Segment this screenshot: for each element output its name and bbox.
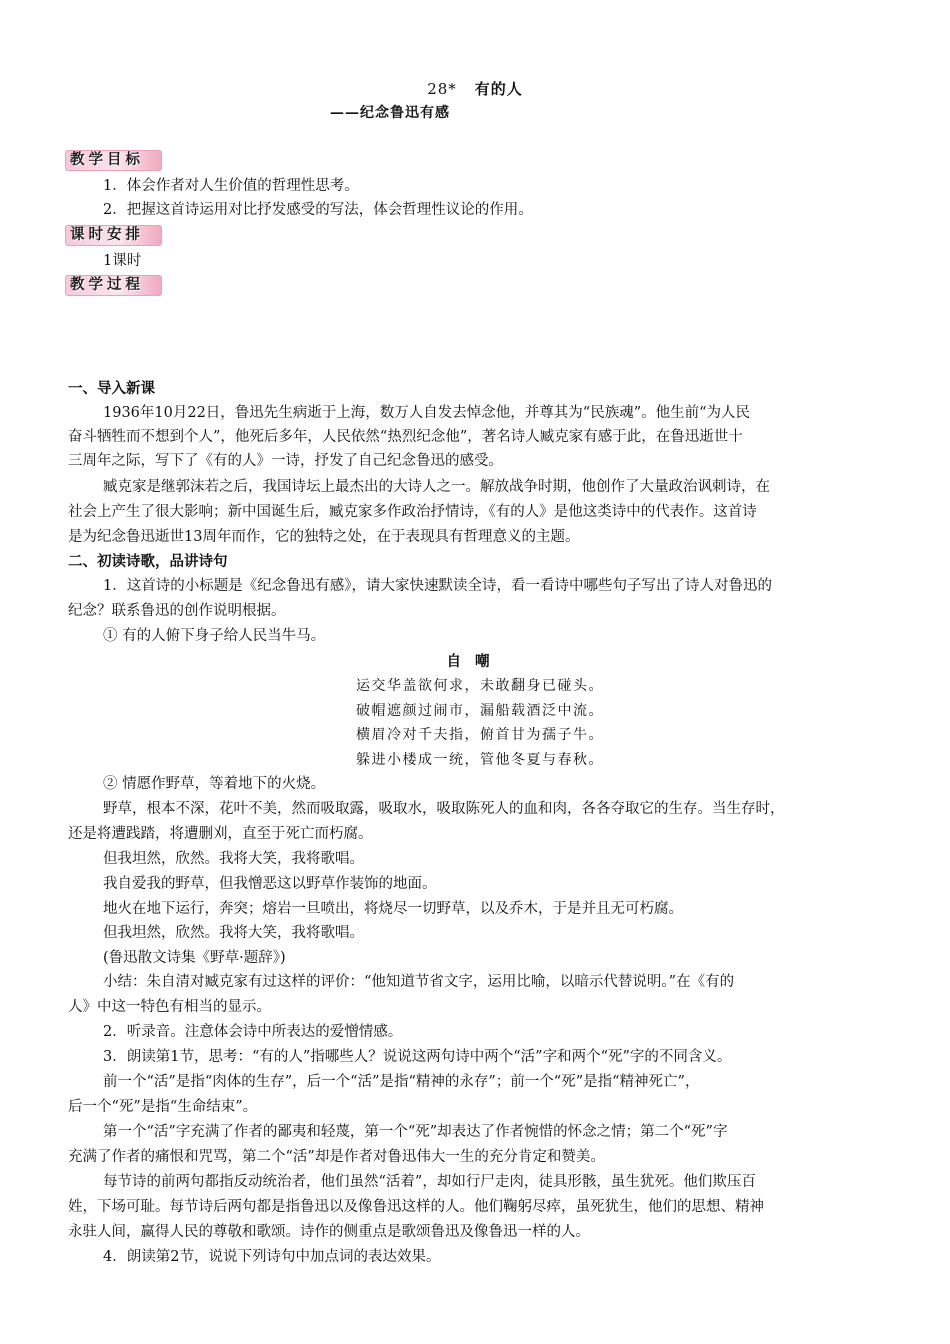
section1-line: 社会上产生了很大影响；新中国诞生后，臧克家多作政治抒情诗，《有的人》是他这类诗中的代表作。这首诗 <box>68 504 757 520</box>
answer-3-line: 前一个“活”是指“肉体的生存”，后一个“活”是指“精神的永存”；前一个“死”是指“精神死亡”， <box>103 1074 700 1090</box>
answer-3-line: 永驻人间，赢得人民的尊敬和歌颂。诗作的侧重点是歌颂鲁迅及像鲁迅一样的人。 <box>68 1224 590 1240</box>
yecao-line: 我自爱我的野草，但我憎恶这以野草作装饰的地面。 <box>103 876 437 892</box>
question-1: 1．这首诗的小标题是《纪念鲁迅有感》，请大家快速默读全诗，看一看诗中哪些句子写出了诗人对鲁迅的 <box>103 578 772 594</box>
section1-line: 是为纪念鲁迅逝世13周年而作，它的独特之处，在于表现具有哲理意义的主题。 <box>68 529 580 545</box>
lesson-title-text: 有的人 <box>474 80 523 98</box>
lesson-number: 28* <box>427 80 457 98</box>
answer-3-line: 充满了作者的痛恨和咒骂，第二个“活”却是作者对鲁迅伟大一生的充分肯定和赞美。 <box>68 1149 605 1165</box>
section1-line: 三周年之际，写下了《有的人》一诗，抒发了自己纪念鲁迅的感受。 <box>68 453 503 469</box>
yecao-line: 地火在地下运行，奔突；熔岩一旦喷出，将烧尽一切野草，以及乔木，于是并且无可朽腐。 <box>103 901 683 917</box>
question-1-cont: 纪念？联系鲁迅的创作说明根据。 <box>68 603 286 619</box>
section1-line: 奋斗牺牲而不想到个人”，他死后多年，人民依然“热烈纪念他”，著名诗人臧克家有感于此，在鲁迅逝世十 <box>68 429 743 445</box>
lesson-subtitle: ——纪念鲁迅有感 <box>330 105 450 121</box>
item-2: ② 情愿作野草，等着地下的火烧。 <box>103 776 326 792</box>
poem-line: 横眉冷对千夫指，俯首甘为孺子牛。 <box>356 727 604 743</box>
answer-3-line: 姓，下场可耻。每节诗后两句都是指鲁迅以及像鲁迅这样的人。他们鞠躬尽瘁，虽死犹生，他们的思想、精神 <box>68 1199 764 1215</box>
poem-title: 自嘲 <box>446 654 504 670</box>
question-4: 4．朗读第2节，说说下列诗句中加点词的表达效果。 <box>103 1249 441 1265</box>
goal-2: 2．把握这首诗运用对比抒发感受的写法，体会哲理性议论的作用。 <box>103 202 533 218</box>
badge-teaching-goals: 教学目标 <box>65 150 162 171</box>
yecao-line: 但我坦然，欣然。我将大笑，我将歌唱。 <box>103 925 364 941</box>
summary-cont: 人》中这一特色有相当的显示。 <box>68 999 271 1015</box>
summary: 小结：朱自清对臧克家有过这样的评价：“他知道节省文字，运用比喻，以暗示代替说明。”在《有的 <box>103 974 735 990</box>
question-2: 2．听录音。注意体会诗中所表达的爱憎情感。 <box>103 1024 403 1040</box>
poem-line: 破帽遮颜过闹市，漏船载酒泛中流。 <box>356 703 604 719</box>
poem-line: 运交华盖欲何求，未敢翻身已碰头。 <box>356 678 604 694</box>
answer-3-line: 后一个“死”是指“生命结束”。 <box>68 1099 258 1115</box>
section1-line: 1936年10月22日，鲁迅先生病逝于上海，数万人自发去悼念他，并尊其为“民族魂”。他生前“为人民 <box>103 405 751 421</box>
poem-line: 躲进小楼成一统，管他冬夏与春秋。 <box>356 752 604 768</box>
yecao-line: 但我坦然，欣然。我将大笑，我将歌唱。 <box>103 851 364 867</box>
badge-schedule: 课时安排 <box>65 225 162 246</box>
badge-teaching-process: 教学过程 <box>65 275 162 296</box>
yecao-line: 还是将遭践踏，将遭删刈，直至于死亡而朽腐。 <box>68 826 373 842</box>
goal-1: 1．体会作者对人生价值的哲理性思考。 <box>103 178 359 194</box>
yecao-source: (鲁迅散文诗集《野草·题辞》) <box>103 950 286 966</box>
item-1: ① 有的人俯下身子给人民当牛马。 <box>103 628 326 644</box>
answer-3-line: 第一个“活”字充满了作者的鄙夷和轻蔑，第一个“死”却表达了作者惋惜的怀念之情；第二个“死”字 <box>103 1124 728 1140</box>
section1-heading: 一、导入新课 <box>68 381 155 397</box>
lesson-title <box>0 78 950 99</box>
answer-3-line: 每节诗的前两句都指反动统治者，他们虽然“活着”，却如行尸走肉，徒具形骸，虽生犹死。他们欺压百 <box>103 1174 756 1190</box>
section1-line: 臧克家是继郭沫若之后，我国诗坛上最杰出的大诗人之一。解放战争时期，他创作了大量政治讽刺诗，在 <box>103 479 770 495</box>
schedule-text: 1课时 <box>103 253 142 269</box>
section2-heading: 二、初读诗歌，品讲诗句 <box>68 554 228 570</box>
question-3: 3．朗读第1节，思考：“有的人”指哪些人？说说这两句诗中两个“活”字和两个“死”字的不同含义。 <box>103 1049 732 1065</box>
yecao-line: 野草，根本不深，花叶不美，然而吸取露，吸取水，吸取陈死人的血和肉，各各夺取它的生存。当生存时， <box>103 801 785 817</box>
